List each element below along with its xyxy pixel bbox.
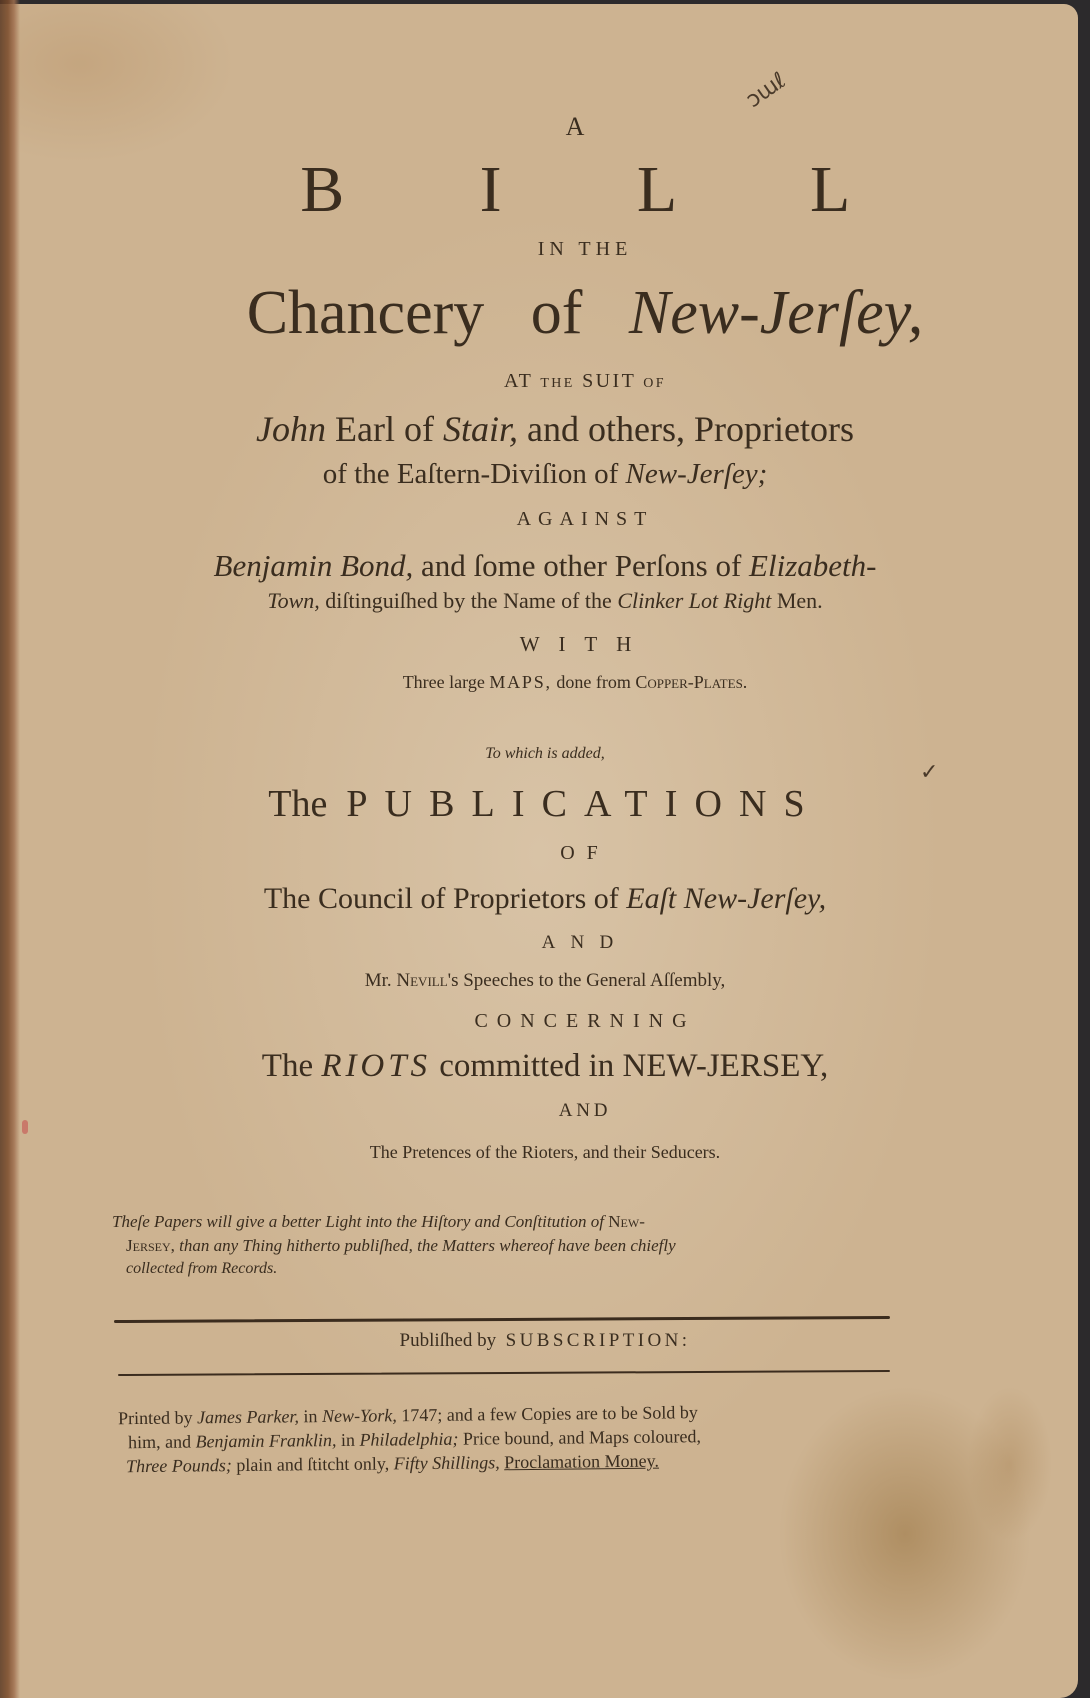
imprint-three-pounds: Three Pounds; bbox=[125, 1455, 232, 1477]
title-chancery-line bbox=[0, 278, 1090, 349]
plaintiff-eastern-division: of the Eaſtern-Diviſion of bbox=[322, 458, 619, 490]
publications-the: The bbox=[268, 783, 328, 825]
nevill-mr: Mr. bbox=[364, 970, 392, 991]
note-new: New- bbox=[608, 1212, 645, 1231]
maps-done-from: done from bbox=[556, 672, 631, 692]
defendant-distinguished: diſtinguiſhed by the Name of the bbox=[325, 588, 612, 613]
plaintiff-rest: and others, Proprietors bbox=[527, 409, 854, 449]
concerning: CONCERNING bbox=[474, 1010, 696, 1032]
note-text-2: than any Thing hitherto publiſhed, the Matters whereof have been chiefly bbox=[179, 1236, 676, 1255]
plaintiff-line-1 bbox=[0, 408, 1090, 450]
title-a: A bbox=[565, 112, 585, 141]
maps-word: MAPS, bbox=[489, 672, 552, 692]
plaintiff-earl: Earl of bbox=[335, 409, 434, 449]
maps-line bbox=[0, 672, 1090, 693]
and-1: AND bbox=[541, 932, 629, 953]
imprint-franklin: Benjamin Franklin, bbox=[195, 1430, 337, 1452]
defendant-rest: and ſome other Perſons of bbox=[421, 548, 742, 583]
defendant-line-2 bbox=[0, 588, 1090, 614]
imprint-price-bound: Price bound, and Maps coloured, bbox=[462, 1426, 702, 1449]
defendant-town: Town, bbox=[267, 588, 320, 613]
plaintiff-stair: Stair, bbox=[442, 409, 519, 449]
council-east-new-jersey: Eaſt New-Jerſey, bbox=[626, 882, 827, 915]
and-2: AND bbox=[558, 1100, 612, 1121]
publications-line bbox=[0, 782, 1090, 826]
nevill-speeches: 's Speeches to the General Aſſembly, bbox=[447, 970, 726, 991]
note-line-1 bbox=[112, 1212, 912, 1232]
title-new-jersey: New-Jerſey, bbox=[628, 279, 924, 347]
against: AGAINST bbox=[516, 508, 654, 530]
maps-three-large: Three large bbox=[402, 672, 485, 692]
imprint-in-1: in bbox=[303, 1406, 318, 1427]
title-of: of bbox=[530, 279, 583, 347]
suit-at: AT bbox=[504, 370, 533, 392]
riots-word: RIOTS bbox=[321, 1048, 431, 1084]
riots-committed: committed in NEW-JERSEY, bbox=[439, 1048, 829, 1084]
title-bill: B I L L bbox=[300, 153, 910, 226]
imprint-plain-stitcht: plain and ſtitcht only, bbox=[236, 1453, 390, 1476]
defendant-line-1 bbox=[0, 548, 1090, 584]
note-text-1: Theſe Papers will give a better Light into the Hiſtory and Conſtitution of bbox=[112, 1212, 605, 1231]
with: WITH bbox=[519, 632, 651, 656]
suit-the: THE bbox=[540, 376, 575, 391]
plaintiff-new-jersey: New-Jerſey; bbox=[625, 458, 768, 490]
maps-copper-plates: Copper-Plates. bbox=[635, 672, 748, 692]
published-line bbox=[0, 1330, 1090, 1352]
imprint-in-2: in bbox=[340, 1429, 356, 1450]
title-in-the: IN THE bbox=[537, 238, 633, 260]
imprint-line-3 bbox=[126, 1448, 926, 1477]
defendant-men: Men. bbox=[776, 588, 823, 613]
riots-line bbox=[0, 1048, 1090, 1085]
riots-the: The bbox=[261, 1048, 314, 1084]
pretences: The Pretences of the Rioters, and their Seducers. bbox=[369, 1142, 721, 1162]
defendant-place: Elizabeth- bbox=[749, 548, 877, 583]
publications-of: OF bbox=[560, 842, 610, 864]
note-line-3: collected from Records. bbox=[126, 1260, 278, 1277]
note-line-2 bbox=[126, 1236, 926, 1256]
suit-line bbox=[0, 370, 1090, 393]
nevill-line bbox=[0, 970, 1090, 992]
defendant-name: Benjamin Bond, bbox=[213, 548, 414, 583]
handwritten-mark-icon: ↄɯℓ bbox=[741, 68, 791, 113]
imprint-new-york: New-York, bbox=[321, 1405, 397, 1427]
nevill-name: Nevill bbox=[396, 970, 448, 991]
plaintiff-line-2 bbox=[0, 458, 1090, 491]
publications-word: PUBLICATIONS bbox=[346, 783, 822, 825]
imprint-philadelphia: Philadelphia; bbox=[359, 1428, 459, 1450]
plaintiff-john: John bbox=[256, 409, 327, 449]
published-subscription: SUBSCRIPTION: bbox=[505, 1330, 691, 1351]
note-jersey: Jersey, bbox=[126, 1236, 175, 1255]
council-line bbox=[0, 882, 1090, 916]
defendant-clinker: Clinker Lot Right bbox=[617, 588, 772, 613]
imprint-fifty-shillings: Fifty Shillings, bbox=[393, 1452, 500, 1474]
council-of-proprietors: The Council of Proprietors of bbox=[263, 882, 619, 915]
suit-of: OF bbox=[643, 376, 666, 391]
imprint-year-sold: 1747; and a few Copies are to be Sold by bbox=[401, 1402, 698, 1426]
title-chancery: Chancery bbox=[246, 279, 485, 347]
to-which-is-added: To which is added, bbox=[485, 745, 605, 762]
bottom-rule bbox=[118, 1370, 890, 1376]
imprint-him-and: him, and bbox=[127, 1431, 192, 1453]
published-by: Publiſhed by bbox=[399, 1330, 497, 1351]
checkmark-icon: ✓ bbox=[920, 760, 939, 785]
top-rule bbox=[114, 1316, 890, 1323]
suit-suit: SUIT bbox=[582, 370, 636, 392]
imprint-printed-by: Printed by bbox=[117, 1407, 193, 1429]
imprint-printer: James Parker, bbox=[196, 1406, 300, 1428]
imprint-proclamation-money: Proclamation Money. bbox=[504, 1450, 660, 1473]
